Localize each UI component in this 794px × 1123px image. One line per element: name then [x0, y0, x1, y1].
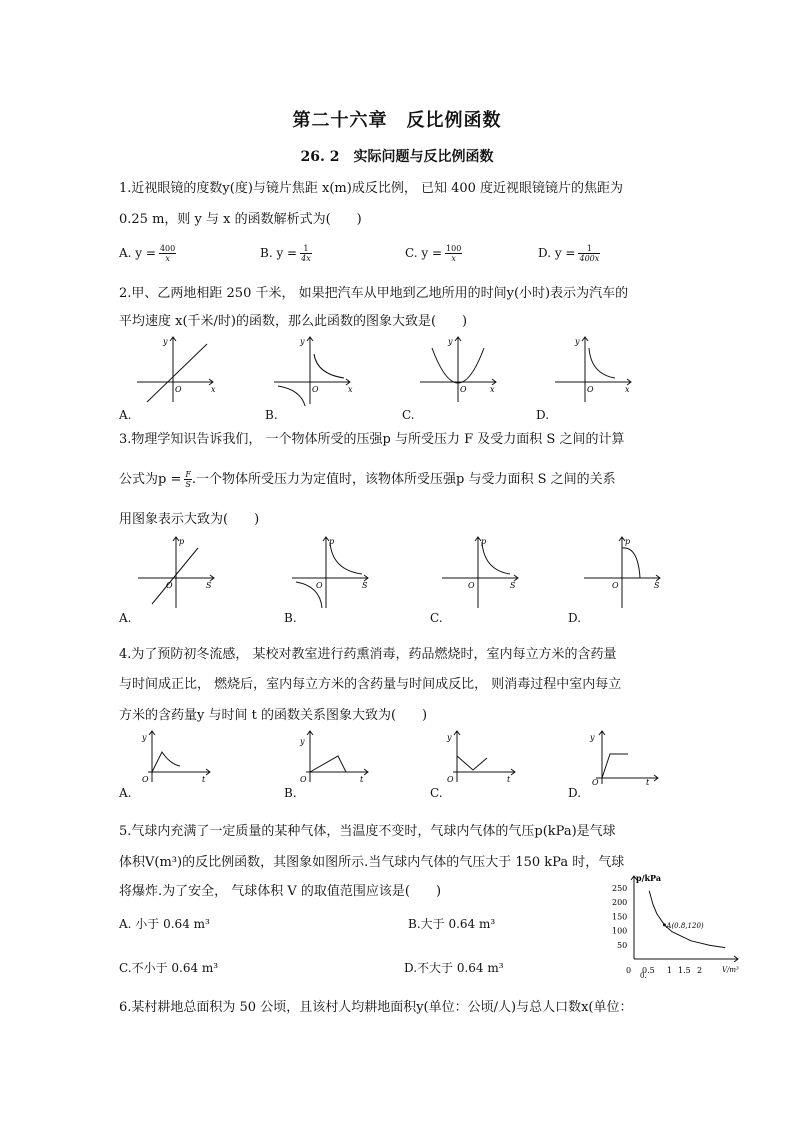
q1-option-b[interactable]	[260, 244, 312, 263]
x-axis-label: V/m³	[722, 966, 739, 974]
axis-x-label: x	[490, 385, 495, 394]
q1-option-d-fraction	[578, 244, 600, 263]
q5-line1: 5.气球内充满了一定质量的某种气体，当温度不变时，气球内气体的气压p(kPa)是气球	[119, 824, 616, 839]
origin-label: O	[142, 775, 149, 784]
y-tick-label: 50	[617, 940, 628, 950]
q4-label-c: C.	[430, 786, 443, 800]
axis-y-label: y	[142, 733, 147, 742]
q3-graph-d[interactable]	[582, 534, 667, 610]
q1-option-d-label: D. y =	[538, 246, 576, 260]
q5-line3: 将爆炸.为了安全， 气球体积 V 的取值范围应该是( )	[119, 884, 442, 899]
axis-y-label: p	[179, 537, 185, 546]
x-tick-label: 2	[697, 966, 703, 975]
q1-line1: 1.近视眼镜的度数y(度)与镜片焦距 x(m)成反比例， 已知 400 度近视眼镜镜片的焦距为	[119, 181, 624, 196]
q1-option-a-fraction	[159, 244, 176, 263]
q5-option-a[interactable]: A. 小于 0.64 m³	[119, 917, 210, 931]
fraction-denominator: 400x	[579, 254, 600, 263]
axis-x-label: S	[510, 581, 516, 590]
q3-formula-fraction	[184, 470, 192, 489]
axis-x-label: S	[362, 581, 368, 590]
axis-x-label: t	[202, 775, 206, 784]
origin-label: O	[175, 385, 182, 394]
y-axis-label: p/kPa	[636, 873, 662, 883]
q3-line2	[119, 468, 616, 489]
q3-formula-prefix: 公式为p =	[119, 472, 182, 487]
q2-label-d: D.	[536, 408, 550, 422]
q3-graph-c[interactable]	[440, 534, 525, 610]
q2-label-c: C.	[402, 408, 415, 422]
q4-line3: 方米的含药量y 与时间 t 的函数关系图象大致为( )	[119, 708, 428, 723]
q5-chart	[610, 872, 750, 978]
origin-label: O	[460, 385, 467, 394]
q3-label-a: A.	[119, 611, 132, 625]
origin-label: O	[468, 581, 475, 590]
axis-y-label: p	[329, 537, 335, 546]
origin-label: O	[166, 581, 173, 590]
q2-line1: 2.甲、乙两地相距 250 千米， 如果把汽车从甲地到乙地所用的时间y(小时)表示为汽车的	[119, 286, 629, 301]
q2-line2: 平均速度 x(千米/时)的函数，那么此函数的图象大致是( )	[119, 314, 468, 329]
q3-line3: 用图象表示大致为( )	[119, 512, 260, 527]
axis-x-label: t	[646, 778, 650, 786]
axis-y-label: y	[575, 337, 580, 346]
pressure-curve	[649, 891, 725, 948]
q3-label-d: D.	[568, 611, 582, 625]
axis-y-label: y	[300, 337, 305, 346]
axis-y-label: y	[590, 733, 595, 742]
q2-label-a: A.	[119, 408, 132, 422]
q1-option-c-label: C. y =	[405, 246, 443, 260]
origin-label: O	[612, 581, 619, 590]
axis-y-label: y	[447, 733, 452, 742]
y-tick-label: 100	[612, 926, 628, 936]
section-title: 26. 2 实际问题与反比例函数	[300, 149, 494, 165]
q1-option-b-label: B. y =	[260, 246, 298, 260]
q3-label-b: B.	[284, 611, 297, 625]
origin-label: O	[447, 775, 454, 784]
q4-graph-b[interactable]	[294, 728, 374, 786]
origin-label: O	[316, 581, 323, 590]
q5-option-d[interactable]: D.不大于 0.64 m³	[404, 961, 504, 975]
q5-line2: 体积V(m³)的反比例函数，其图象如图所示.当气球内气体的气压大于 150 kPa 时，气球	[119, 855, 625, 870]
q2-graph-a[interactable]	[135, 334, 220, 406]
fraction-denominator: x	[451, 254, 456, 263]
q1-option-c-fraction	[445, 244, 462, 263]
x-tick-label: 1	[667, 966, 673, 975]
q2-graph-b[interactable]	[272, 334, 357, 406]
q1-option-d[interactable]	[538, 244, 600, 263]
q1-option-b-fraction	[300, 244, 312, 263]
q2-label-b: B.	[265, 408, 278, 422]
origin-label: O	[587, 385, 594, 394]
q2-graph-c[interactable]	[418, 334, 503, 406]
fraction-numerator: 100	[446, 244, 462, 253]
q5-option-b[interactable]: B.大于 0.64 m³	[408, 917, 496, 931]
x-tick-label: 0	[626, 966, 632, 975]
y-tick-label: 150	[612, 912, 628, 922]
axis-y-label: y	[300, 737, 305, 746]
q4-label-d: D.	[568, 786, 582, 800]
x-tick-label: 0.5	[642, 966, 655, 975]
fraction-denominator: S	[185, 480, 191, 489]
q4-label-b: B.	[284, 786, 297, 800]
axis-x-label: x	[625, 385, 630, 394]
q3-graph-b[interactable]	[290, 534, 375, 610]
fraction-numerator: F	[185, 470, 191, 479]
q1-option-a-label: A. y =	[119, 246, 156, 260]
axis-x-label: S	[206, 581, 212, 590]
chapter-title: 第二十六章 反比例函数	[292, 110, 502, 131]
q2-graph-d[interactable]	[553, 334, 638, 406]
point-a-label: A(0.8,120)	[666, 921, 704, 930]
x-extra-label: 0.	[640, 972, 647, 978]
fraction-denominator: 4x	[301, 254, 311, 263]
q1-option-a[interactable]	[119, 244, 176, 263]
axis-x-label: S	[654, 581, 660, 590]
axis-y-label: y	[448, 337, 453, 346]
q3-label-c: C.	[430, 611, 443, 625]
q4-graph-d[interactable]	[584, 728, 664, 786]
axis-y-label: y	[163, 337, 168, 346]
axis-x-label: x	[348, 385, 353, 394]
q1-option-c[interactable]	[405, 244, 462, 263]
q3-line1: 3.物理学知识告诉我们， 一个物体所受的压强p 与所受压力 F 及受力面积 S 之间的计算	[119, 432, 625, 447]
axis-x-label: x	[211, 385, 216, 394]
axis-y-label: p	[481, 537, 487, 546]
axis-x-label: t	[360, 775, 364, 784]
q5-option-c[interactable]: C.不小于 0.64 m³	[119, 961, 219, 975]
q4-label-a: A.	[119, 786, 132, 800]
q4-line1: 4.为了预防初冬流感， 某校对教室进行药熏消毒，药品燃烧时，室内每立方米的含药量	[119, 647, 617, 662]
q4-graph-c[interactable]	[441, 728, 521, 786]
q1-line2: 0.25 m，则 y 与 x 的函数解析式为( )	[119, 212, 362, 227]
origin-label: O	[592, 778, 599, 786]
fraction-denominator: x	[165, 254, 170, 263]
q3-formula-suffix: .一个物体所受压力为定值时，该物体所受压强p 与受力面积 S 之间的关系	[191, 472, 616, 487]
axis-x-label: t	[507, 775, 511, 784]
y-tick-label: 250	[612, 884, 628, 893]
fraction-numerator: 1	[300, 244, 312, 254]
q6-line1: 6.某村耕地总面积为 50 公顷，且该村人均耕地面积y(单位：公顷/人)与总人口数x(单位：	[119, 1000, 633, 1015]
q4-graph-a[interactable]	[136, 728, 216, 786]
fraction-numerator: 1	[578, 244, 600, 254]
x-tick-label: 1.5	[678, 966, 691, 975]
axis-y-label: p	[625, 537, 631, 546]
y-tick-label: 200	[612, 898, 628, 908]
q4-line2: 与时间成正比， 燃烧后，室内每立方米的含药量与时间成反比， 则消毒过程中室内每立	[119, 677, 622, 692]
origin-label: O	[312, 385, 319, 394]
origin-label: O	[300, 775, 307, 784]
q3-graph-a[interactable]	[136, 534, 221, 610]
fraction-numerator: 400	[159, 244, 176, 253]
